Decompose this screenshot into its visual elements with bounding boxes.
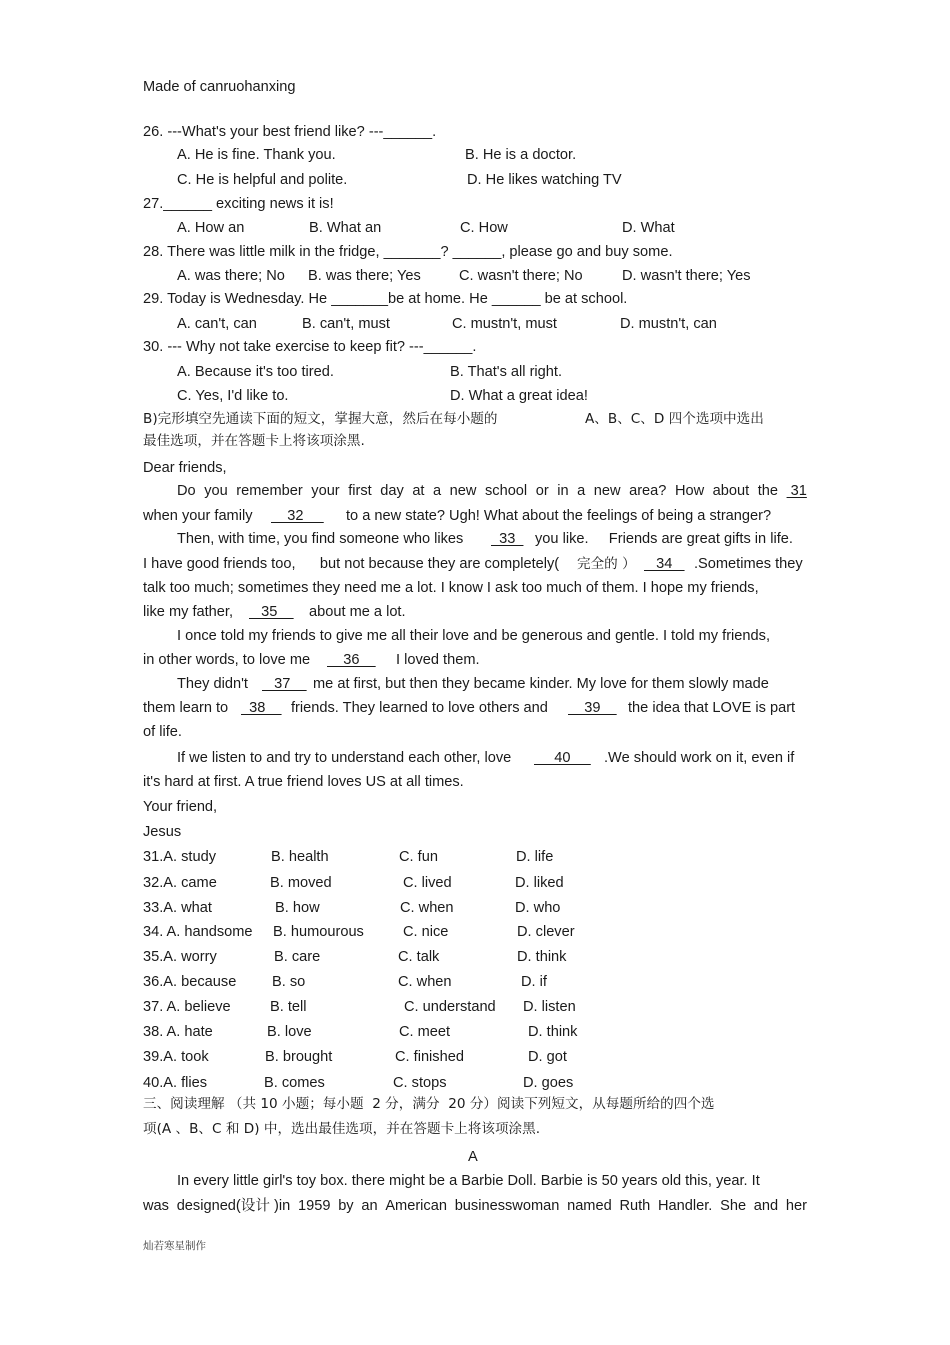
- cloze-35-option-a: 35.A. worry: [143, 949, 217, 965]
- blank-32: 32: [271, 508, 324, 524]
- q30-option-d: D. What a great idea!: [450, 388, 588, 404]
- page-footer: 灿若寒星制作: [143, 1240, 206, 1252]
- word: Do: [177, 483, 196, 499]
- blank-40: 40: [534, 750, 591, 766]
- cloze-33-option-c: C. when: [400, 900, 454, 916]
- word: or: [535, 483, 549, 499]
- q27-option-d: D. What: [622, 220, 675, 236]
- word: How: [674, 483, 705, 499]
- word: a: [433, 483, 442, 499]
- cloze-31-option-d: D. life: [516, 849, 554, 865]
- cloze-32-option-b: B. moved: [270, 875, 332, 891]
- letter-greeting: Dear friends,: [143, 460, 227, 476]
- paragraph-1-line-2a: when your family: [143, 508, 253, 524]
- word: your: [311, 483, 340, 499]
- cloze-32-option-c: C. lived: [403, 875, 452, 891]
- word: remember: [236, 483, 303, 499]
- q27-option-b: B. What an: [309, 220, 382, 236]
- word: Handler.: [658, 1198, 713, 1214]
- cloze-37-option-b: B. tell: [270, 999, 307, 1015]
- q28-option-a: A. was there; No: [177, 268, 285, 284]
- section-b-instruction-line-2: 最佳选项，并在答题卡上将该项涂黑.: [143, 433, 365, 449]
- paragraph-2-line-2a: I have good friends too, but not because they are completely(: [143, 556, 560, 572]
- word: named: [567, 1198, 612, 1214]
- cloze-35-option-b: B. care: [274, 949, 321, 965]
- cloze-33-option-b: B. how: [275, 900, 320, 916]
- question-26-stem: 26. ---What's your best friend like? ---______.: [143, 124, 437, 140]
- letter-closing: Your friend,: [143, 799, 218, 815]
- word: her: [785, 1198, 807, 1214]
- word: a: [577, 483, 586, 499]
- cloze-39-option-d: D. got: [528, 1049, 567, 1065]
- blank-39: 39: [568, 700, 617, 716]
- section-3-instruction-line-2: 项(A 、B、C 和 D) 中，选出最佳选项，并在答题卡上将该项涂黑.: [143, 1121, 541, 1137]
- q26-option-c: C. He is helpful and polite.: [177, 172, 348, 188]
- cloze-35-option-d: D. think: [517, 949, 567, 965]
- word: at: [412, 483, 425, 499]
- cloze-35-option-c: C. talk: [398, 949, 440, 965]
- q26-option-d: D. He likes watching TV: [467, 172, 622, 188]
- paragraph-3-line-2a: in other words, to love me: [143, 652, 311, 668]
- blank-31: 31: [786, 483, 807, 499]
- blank-34: 34: [644, 556, 685, 572]
- question-27-stem: 27.______ exciting news it is!: [143, 196, 334, 212]
- paragraph-4-line-2a: them learn to: [143, 700, 229, 716]
- paragraph-2-chinese-gloss: 完全的 ）: [577, 556, 636, 572]
- passage-line-2: [143, 1197, 807, 1215]
- word: new: [593, 483, 621, 499]
- cloze-39-option-c: C. finished: [395, 1049, 464, 1065]
- paragraph-2-line-1a: Then, with time, you find someone who likes: [177, 531, 464, 547]
- q29-option-b: B. can't, must: [302, 316, 390, 332]
- blank-33: 33: [491, 531, 524, 547]
- cloze-34-option-c: C. nice: [403, 924, 449, 940]
- q29-option-d: D. mustn't, can: [620, 316, 717, 332]
- word: designed(设计 )in: [176, 1198, 291, 1214]
- word: Ruth: [619, 1198, 651, 1214]
- blank-36: 36: [327, 652, 376, 668]
- word: and: [753, 1198, 779, 1214]
- q29-option-a: A. can't, can: [177, 316, 257, 332]
- cloze-37-option-d: D. listen: [523, 999, 576, 1015]
- paragraph-3-line-1: I once told my friends to give me all their love and be generous and gentle. I told my friends,: [177, 628, 770, 644]
- paragraph-1-line-2b: to a new state? Ugh! What about the feelings of being a stranger?: [346, 508, 772, 524]
- word: an: [361, 1198, 378, 1214]
- cloze-32-option-d: D. liked: [515, 875, 564, 891]
- blank-35: 35: [249, 604, 294, 620]
- paragraph-2-line-4b: about me a lot.: [309, 604, 406, 620]
- paragraph-4-line-1b: me at first, but then they became kinder. My love for them slowly made: [313, 676, 769, 692]
- word: about: [712, 483, 750, 499]
- cloze-31-option-b: B. health: [271, 849, 329, 865]
- paragraph-4-line-1a: They didn't: [177, 676, 248, 692]
- cloze-32-option-a: 32.A. came: [143, 875, 217, 891]
- paragraph-2-line-1b: you like. Friends are great gifts in life.: [535, 531, 793, 547]
- paragraph-3-line-2b: I loved them.: [396, 652, 480, 668]
- paragraph-2-line-2b: .Sometimes they: [694, 556, 803, 572]
- cloze-33-option-d: D. who: [515, 900, 561, 916]
- word: school: [484, 483, 528, 499]
- q27-option-c: C. How: [460, 220, 508, 236]
- cloze-39-option-b: B. brought: [265, 1049, 333, 1065]
- q26-option-b: B. He is a doctor.: [465, 147, 577, 163]
- word: the: [757, 483, 779, 499]
- question-30-stem: 30. --- Why not take exercise to keep fit? ---______.: [143, 339, 477, 355]
- cloze-40-option-d: D. goes: [523, 1075, 574, 1091]
- paragraph-4-line-3: of life.: [143, 724, 182, 740]
- q30-option-b: B. That's all right.: [450, 364, 563, 380]
- cloze-31-option-c: C. fun: [399, 849, 438, 865]
- cloze-40-option-a: 40.A. flies: [143, 1075, 208, 1091]
- word: businesswoman: [454, 1198, 560, 1214]
- cloze-36-option-a: 36.A. because: [143, 974, 237, 990]
- cloze-33-option-a: 33.A. what: [143, 900, 212, 916]
- letter-signature: Jesus: [143, 824, 182, 840]
- cloze-34-option-d: D. clever: [517, 924, 575, 940]
- word: area?: [629, 483, 667, 499]
- question-28-stem: 28. There was little milk in the fridge, _______? ______, please go and buy some.: [143, 244, 673, 260]
- paragraph-2-line-4a: like my father,: [143, 604, 234, 620]
- word: day: [380, 483, 404, 499]
- paragraph-5-line-1b: .We should work on it, even if: [604, 750, 795, 766]
- cloze-34-option-b: B. humourous: [273, 924, 364, 940]
- section-b-instruction: B)完形填空先通读下面的短文，掌握大意，然后在每小题的: [143, 411, 498, 427]
- cloze-38-option-c: C. meet: [399, 1024, 451, 1040]
- word: you: [204, 483, 228, 499]
- page-header: Made of canruohanxing: [143, 79, 296, 95]
- cloze-39-option-a: 39.A. took: [143, 1049, 209, 1065]
- paragraph-5-line-2: it's hard at first. A true friend loves US at all times.: [143, 774, 464, 790]
- passage-line-1: In every little girl's toy box. there might be a Barbie Doll. Barbie is 50 years old this, year. It: [177, 1173, 760, 1189]
- section-3-instruction: 三、阅读理解 （共 10 小题；每小题 2 分，满分 20 分）阅读下列短文，从每题所给的四个选: [143, 1096, 715, 1112]
- q28-option-c: C. wasn't there; No: [459, 268, 583, 284]
- word: 1959: [297, 1198, 331, 1214]
- paragraph-4-line-2c: the idea that LOVE is part: [628, 700, 796, 716]
- cloze-40-option-c: C. stops: [393, 1075, 447, 1091]
- word: in: [557, 483, 569, 499]
- paragraph-4-line-2b: friends. They learned to love others and: [291, 700, 548, 716]
- cloze-37-option-a: 37. A. believe: [143, 999, 231, 1015]
- cloze-36-option-d: D. if: [521, 974, 547, 990]
- cloze-38-option-a: 38. A. hate: [143, 1024, 213, 1040]
- word: American: [385, 1198, 447, 1214]
- cloze-34-option-a: 34. A. handsome: [143, 924, 253, 940]
- blank-37: 37: [262, 676, 307, 692]
- word: was: [143, 1198, 169, 1214]
- cloze-37-option-c: C. understand: [404, 999, 496, 1015]
- paragraph-1-line-1: [177, 482, 807, 500]
- section-b-instruction-options: A、B、C、D 四个选项中选出: [585, 411, 764, 427]
- paragraph-2-line-3: talk too much; sometimes they need me a lot. I know I ask too much of them. I hope my friends,: [143, 580, 759, 596]
- q28-option-d: D. wasn't there; Yes: [622, 268, 751, 284]
- cloze-36-option-b: B. so: [272, 974, 306, 990]
- question-29-stem: 29. Today is Wednesday. He _______be at home. He ______ be at school.: [143, 291, 628, 307]
- cloze-40-option-b: B. comes: [264, 1075, 325, 1091]
- cloze-36-option-c: C. when: [398, 974, 452, 990]
- q28-option-b: B. was there; Yes: [308, 268, 421, 284]
- q30-option-a: A. Because it's too tired.: [177, 364, 334, 380]
- word: by: [338, 1198, 354, 1214]
- word: first: [348, 483, 372, 499]
- cloze-31-option-a: 31.A. study: [143, 849, 217, 865]
- blank-38: 38: [241, 700, 282, 716]
- passage-title: A: [468, 1149, 478, 1165]
- q29-option-c: C. mustn't, must: [452, 316, 557, 332]
- q27-option-a: A. How an: [177, 220, 245, 236]
- word: new: [449, 483, 477, 499]
- q26-option-a: A. He is fine. Thank you.: [177, 147, 336, 163]
- cloze-38-option-b: B. love: [267, 1024, 312, 1040]
- paragraph-5-line-1a: If we listen to and try to understand each other, love: [177, 750, 512, 766]
- q30-option-c: C. Yes, I'd like to.: [177, 388, 289, 404]
- word: She: [720, 1198, 747, 1214]
- cloze-38-option-d: D. think: [528, 1024, 578, 1040]
